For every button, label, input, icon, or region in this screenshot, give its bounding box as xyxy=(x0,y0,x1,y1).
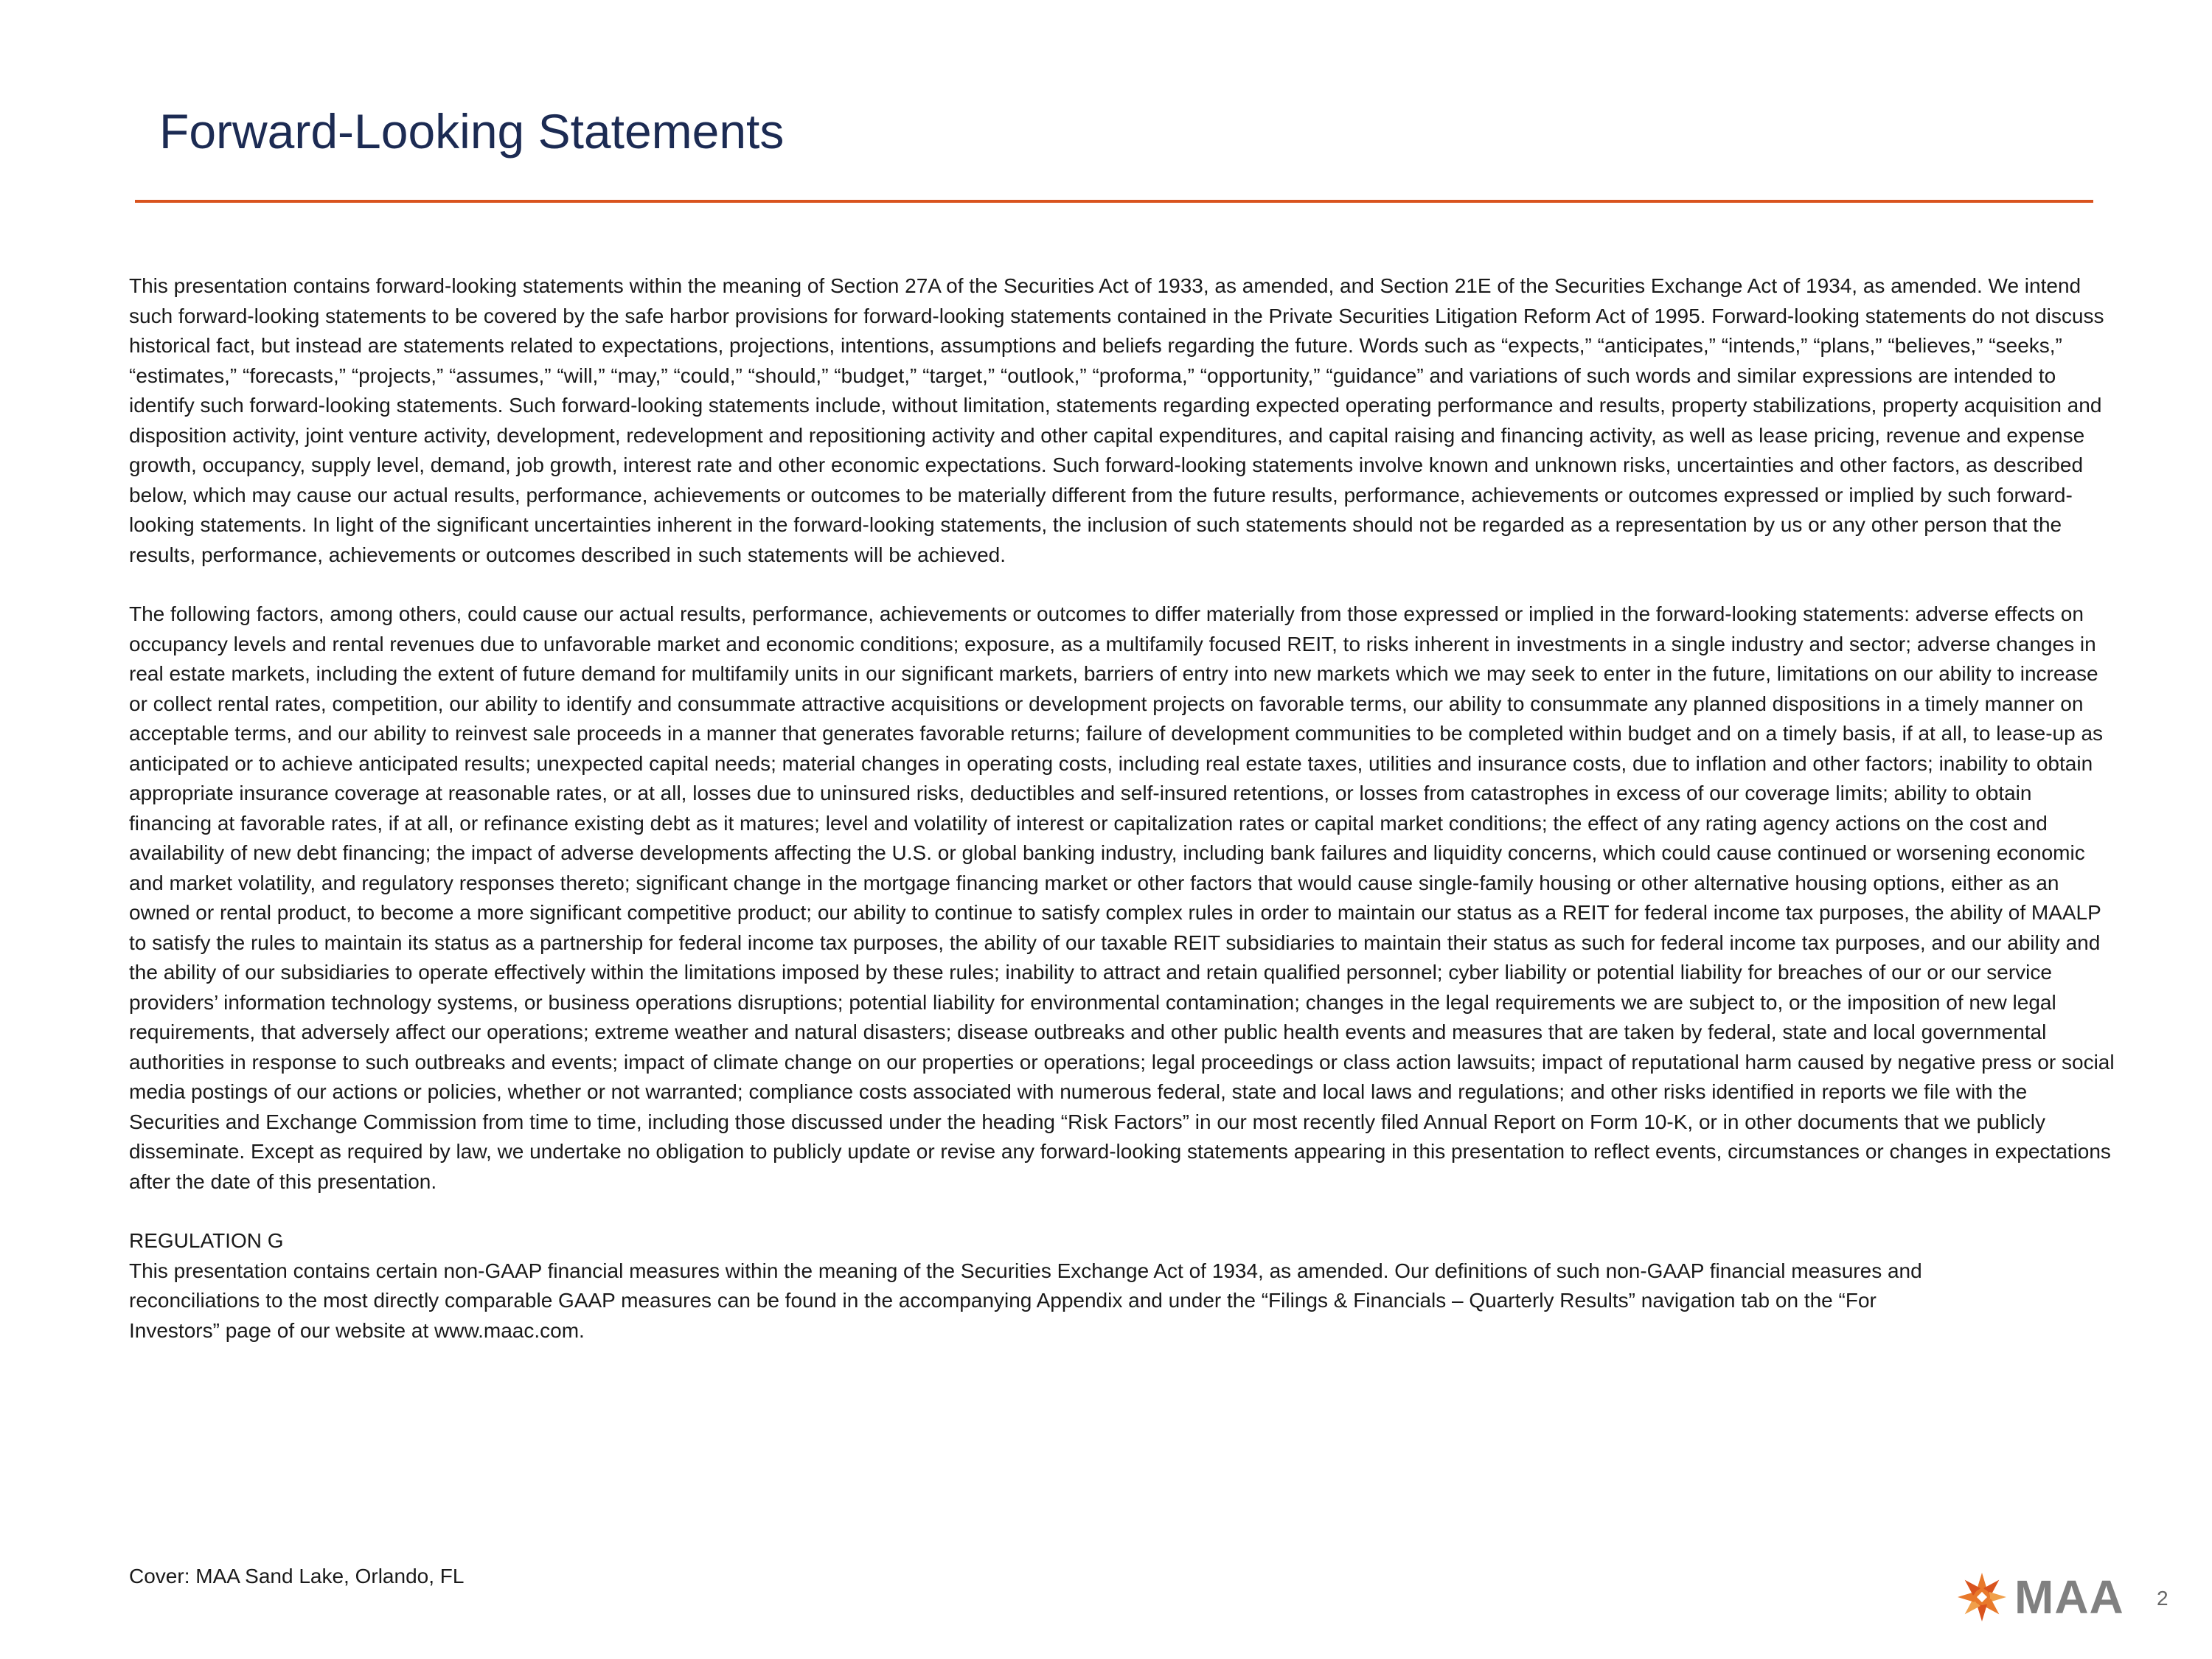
page-title: Forward-Looking Statements xyxy=(159,104,785,159)
page-number: 2 xyxy=(2157,1587,2168,1610)
maa-starburst-icon xyxy=(1955,1571,2008,1624)
logo-text: MAA xyxy=(2014,1571,2124,1624)
paragraph-spacer xyxy=(129,1197,2120,1226)
forward-looking-paragraph: This presentation contains forward-looking statements within the meaning of Section 27A of the Securities Act of 1933, as amended, and Section 21E of the Securities Exchange Act of 1934, as amended. We intend such forward-looking statements to be covered by the safe harbor provisions for forward-looking statements contained in the Private Securities Litigation Reform Act of 1995. Forward-looking statements do not discuss historical fact, but instead are statements related to expectations, projections, intentions, assumptions and beliefs regarding the future. Words such as “expects,” “anticipates,” “intends,” “plans,” “believes,” “seeks,” “estimates,” “forecasts,” “projects,” “assumes,” “will,” “may,” “could,” “should,” “budget,” “target,” “outlook,” “proforma,” “opportunity,” “guidance” and variations of such words and similar expressions are intended to identify such forward-looking statements. Such forward-looking statements include, without limitation, statements regarding expected operating performance and results, property stabilizations, property acquisition and disposition activity, joint venture activity, development, redevelopment and repositioning activity and other capital expenditures, and capital raising and financing activity, as well as lease pricing, revenue and expense growth, occupancy, supply level, demand, job growth, interest rate and other economic expectations. Such forward-looking statements involve known and unknown risks, uncertainties and other factors, as described below, which may cause our actual results, performance, achievements or outcomes to be materially different from the future results, performance, achievements or outcomes expressed or implied by such forward-looking statements. In light of the significant uncertainties inherent in the forward-looking statements, the inclusion of such statements should not be regarded as a representation by us or any other person that the results, performance, achievements or outcomes described in such statements will be achieved. xyxy=(129,274,2104,566)
regulation-heading: REGULATION G xyxy=(129,1229,284,1252)
document-body xyxy=(129,271,2120,1346)
paragraph-spacer xyxy=(129,570,2120,599)
regulation-paragraph: This presentation contains certain non-GAAP financial measures within the meaning of the Securities Exchange Act of 1934, as amended. Our definitions of such non-GAAP financial measures and reconciliations to the most directly comparable GAAP measures can be found in the accompanying Appendix and under the “Filings & Financials – Quarterly Results” navigation tab on the “For Investors” page of our website at www.maac.com. xyxy=(129,1259,1922,1342)
risk-factors-paragraph: The following factors, among others, could cause our actual results, performance, achievements or outcomes to differ materially from those expressed or implied in the forward-looking statements: adverse effects on occupancy levels and rental revenues due to unfavorable market and economic conditions; exposure, as a multifamily focused REIT, to risks inherent in investments in a single industry and sector; adverse changes in real estate markets, including the extent of future demand for multifamily units in our significant markets, barriers of entry into new markets which we may seek to enter in the future, limitations on our ability to increase or collect rental rates, competition, our ability to identify and consummate attractive acquisitions or development projects on favorable terms, our ability to consummate any planned dispositions in a timely manner on acceptable terms, and our ability to reinvest sale proceeds in a manner that generates favorable returns; failure of development communities to be completed within budget and on a timely basis, if at all, to lease-up as anticipated or to achieve anticipated results; unexpected capital needs; material changes in operating costs, including real estate taxes, utilities and insurance costs, due to inflation and other factors; inability to obtain appropriate insurance coverage at reasonable rates, or at all, losses due to uninsured risks, deductibles and self-insured retentions, or losses from catastrophes in excess of our coverage limits; ability to obtain financing at favorable rates, if at all, or refinance existing debt as it matures; level and volatility of interest or capitalization rates or capital market conditions; the effect of any rating agency actions on the cost and availability of new debt financing; the impact of adverse developments affecting the U.S. or global banking industry, including bank failures and liquidity concerns, which could cause continued or worsening economic and market volatility, and regulatory responses thereto; significant change in the mortgage financing market or other factors that would cause single-family housing or other alternative housing options, either as an owned or rental product, to become a more significant competitive product; our ability to continue to satisfy complex rules in order to maintain our status as a REIT for federal income tax purposes, the ability of MAALP to satisfy the rules to maintain its status as a partnership for federal income tax purposes, the ability of our taxable REIT subsidiaries to maintain their status as such for federal income tax purposes, and our ability and the ability of our subsidiaries to operate effectively within the limitations imposed by these rules; inability to attract and retain qualified personnel; cyber liability or potential liability for breaches of our or our service providers’ information technology systems, or business operations disruptions; potential liability for environmental contamination; changes in the legal requirements we are subject to, or the imposition of new legal requirements, that adversely affect our operations; extreme weather and natural disasters; disease outbreaks and other public health events and measures that are taken by federal, state and local governmental authorities in response to such outbreaks and events; impact of climate change on our properties or operations; legal proceedings or class action lawsuits; impact of reputational harm caused by negative press or social media postings of our actions or policies, whether or not warranted; compliance costs associated with numerous federal, state and local laws and regulations; and other risks identified in reports we file with the Securities and Exchange Commission from time to time, including those discussed under the heading “Risk Factors” in our most recently filed Annual Report on Form 10-K, or in other documents that we publicly disseminate. Except as required by law, we undertake no obligation to publicly update or revise any forward-looking statements appearing in this presentation to reflect events, circumstances or changes in expectations after the date of this presentation. xyxy=(129,602,2115,1193)
title-divider xyxy=(135,200,2093,203)
maa-logo xyxy=(1955,1571,2124,1624)
cover-caption: Cover: MAA Sand Lake, Orlando, FL xyxy=(129,1565,465,1587)
